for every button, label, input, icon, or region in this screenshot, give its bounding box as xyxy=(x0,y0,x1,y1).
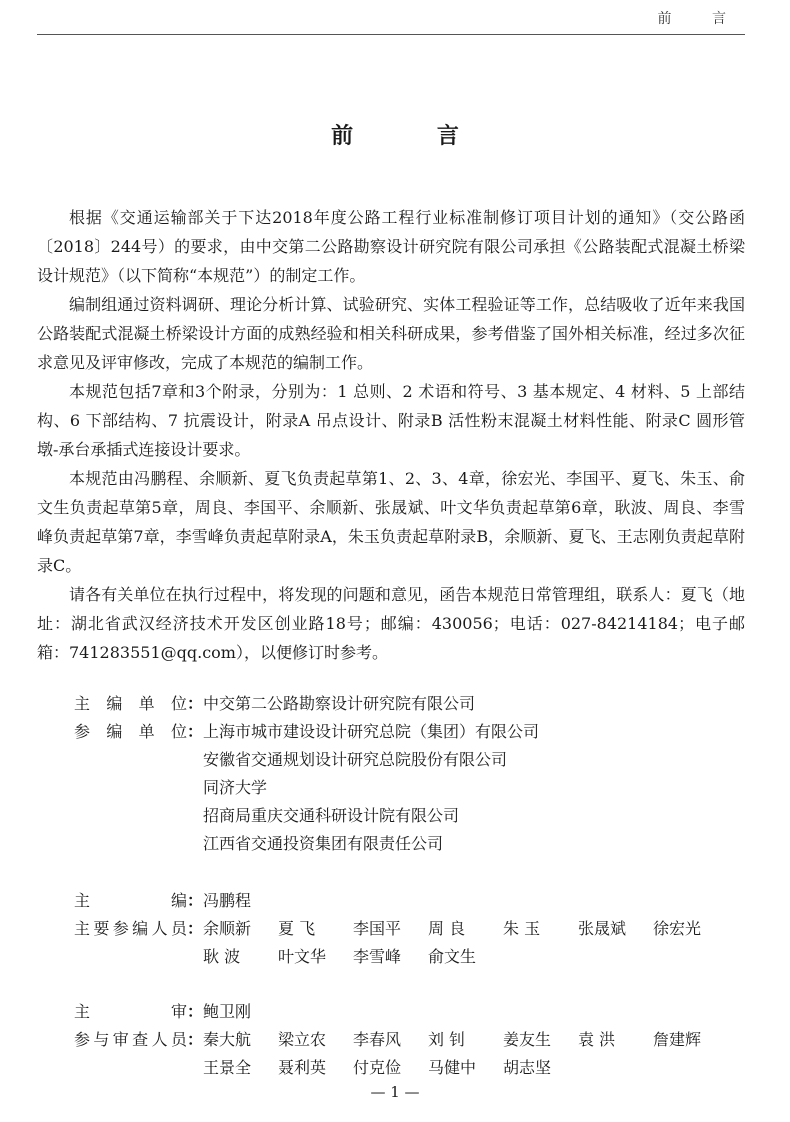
participant-name: 朱 玉 xyxy=(503,919,541,938)
participating-units-label: 参 编 单 位 xyxy=(74,722,187,741)
reviewer-name: 詹建辉 xyxy=(653,1030,702,1049)
reviewer-name: 马健中 xyxy=(428,1058,477,1077)
chief-reviewer-label: 主 审 xyxy=(74,1002,187,1021)
reviewer-name: 姜友生 xyxy=(503,1030,552,1049)
participating-unit: 安徽省交通规划设计研究总院股份有限公司 xyxy=(203,750,508,769)
editors-section xyxy=(74,887,754,971)
participating-unit: 上海市城市建设设计研究总院（集团）有限公司 xyxy=(203,722,540,741)
reviewer-name: 秦大航 xyxy=(203,1030,252,1049)
page-number: — 1 — xyxy=(370,1083,420,1101)
reviewers-row: 参 与 审 查 人 员 ： 秦大航 梁立农 李春风 刘 钊 姜友生 袁 洪 詹建辉 王景全 聂利英 付克俭 马健中 胡志坚 xyxy=(74,1026,754,1082)
chief-reviewer-value: 鲍卫刚 xyxy=(203,1002,252,1021)
chief-unit-row: 主 编 单 位 ： 中交第二公路勘察设计研究院有限公司 xyxy=(74,690,754,718)
paragraph: 请各有关单位在执行过程中，将发现的问题和意见，函告本规范日常管理组，联系人：夏飞（地址：湖北省武汉经济技术开发区创业路18号；邮编：430056；电话：027-84214184；电子邮箱：741283551@qq.com），以便修订时参考。 xyxy=(37,585,745,662)
chief-editor-value: 冯鹏程 xyxy=(203,891,252,910)
main-participants-label: 主 要 参 编 人 员 xyxy=(74,919,187,938)
reviewer-name: 刘 钊 xyxy=(428,1030,466,1049)
chief-editor-label: 主 编 xyxy=(74,891,187,910)
reviewer-name: 梁立农 xyxy=(278,1030,327,1049)
participant-name: 李国平 xyxy=(353,919,402,938)
header-rule xyxy=(37,34,745,35)
units-section xyxy=(74,690,754,858)
chief-unit-value: 中交第二公路勘察设计研究院有限公司 xyxy=(203,694,476,713)
participant-name: 耿 波 xyxy=(203,947,241,966)
participant-name: 俞文生 xyxy=(428,947,477,966)
reviewer-name: 王景全 xyxy=(203,1058,252,1077)
chief-reviewer-row: 主 审 ： 鲍卫刚 xyxy=(74,998,754,1026)
participating-unit: 江西省交通投资集团有限责任公司 xyxy=(203,834,444,853)
participant-name: 张晟斌 xyxy=(578,919,627,938)
participating-unit: 招商局重庆交通科研设计院有限公司 xyxy=(203,806,460,825)
review-section xyxy=(74,998,754,1082)
reviewer-name: 李春风 xyxy=(353,1030,402,1049)
paragraph: 编制组通过资料调研、理论分析计算、试验研究、实体工程验证等工作，总结吸收了近年来我国公路装配式混凝土桥梁设计方面的成熟经验和相关科研成果，参考借鉴了国外相关标准，经过多次征求意见及评审修改，完成了本规范的编制工作。 xyxy=(37,295,745,372)
reviewer-name: 袁 洪 xyxy=(578,1030,616,1049)
reviewer-name: 付克俭 xyxy=(353,1058,402,1077)
reviewer-name: 聂利英 xyxy=(278,1058,327,1077)
participant-name: 叶文华 xyxy=(278,947,327,966)
participant-name: 周 良 xyxy=(428,919,466,938)
preface-body xyxy=(37,203,745,667)
reviewers-label: 参 与 审 查 人 员 xyxy=(74,1030,187,1049)
running-head: 前 言 xyxy=(657,11,744,27)
participant-name: 余顺新 xyxy=(203,919,252,938)
main-participants-row: 主 要 参 编 人 员 ： 余顺新 夏 飞 李国平 周 良 朱 玉 张晟斌 徐宏光 耿 波 叶文华 李雪峰 俞文生 xyxy=(74,915,754,971)
page-title: 前 言 xyxy=(331,124,497,149)
participant-name: 徐宏光 xyxy=(653,919,702,938)
paragraph: 根据《交通运输部关于下达2018年度公路工程行业标准制修订项目计划的通知》（交公路函〔2018〕244号）的要求，由中交第二公路勘察设计研究院有限公司承担《公路装配式混凝土桥梁设计规范》（以下简称“本规范”）的制定工作。 xyxy=(37,208,745,285)
chief-editor-row: 主 编 ： 冯鹏程 xyxy=(74,887,754,915)
reviewer-name: 胡志坚 xyxy=(503,1058,552,1077)
participant-name: 李雪峰 xyxy=(353,947,402,966)
participant-name: 夏 飞 xyxy=(278,919,316,938)
paragraph: 本规范由冯鹏程、余顺新、夏飞负责起草第1、2、3、4章，徐宏光、李国平、夏飞、朱玉、俞文生负责起草第5章，周良、李国平、余顺新、张晟斌、叶文华负责起草第6章，耿波、周良、李雪峰负责起草第7章，李雪峰负责起草附录A，朱玉负责起草附录B，余顺新、夏飞、王志刚负责起草附录C。 xyxy=(37,469,745,575)
participating-unit: 同济大学 xyxy=(203,778,268,797)
paragraph: 本规范包括7章和3个附录，分别为：1 总则、2 术语和符号、3 基本规定、4 材料、5 上部结构、6 下部结构、7 抗震设计，附录A 吊点设计、附录B 活性粉末混凝土材料性能、附录C 圆形管墩-承台承插式连接设计要求。 xyxy=(37,382,745,459)
chief-unit-label: 主 编 单 位 xyxy=(74,694,187,713)
participating-units-row: 参 编 单 位 ： 上海市城市建设设计研究总院（集团）有限公司 安徽省交通规划设计研究总院股份有限公司 同济大学 招商局重庆交通科研设计院有限公司 江西省交通投资集团有限责任公司 xyxy=(74,718,754,858)
